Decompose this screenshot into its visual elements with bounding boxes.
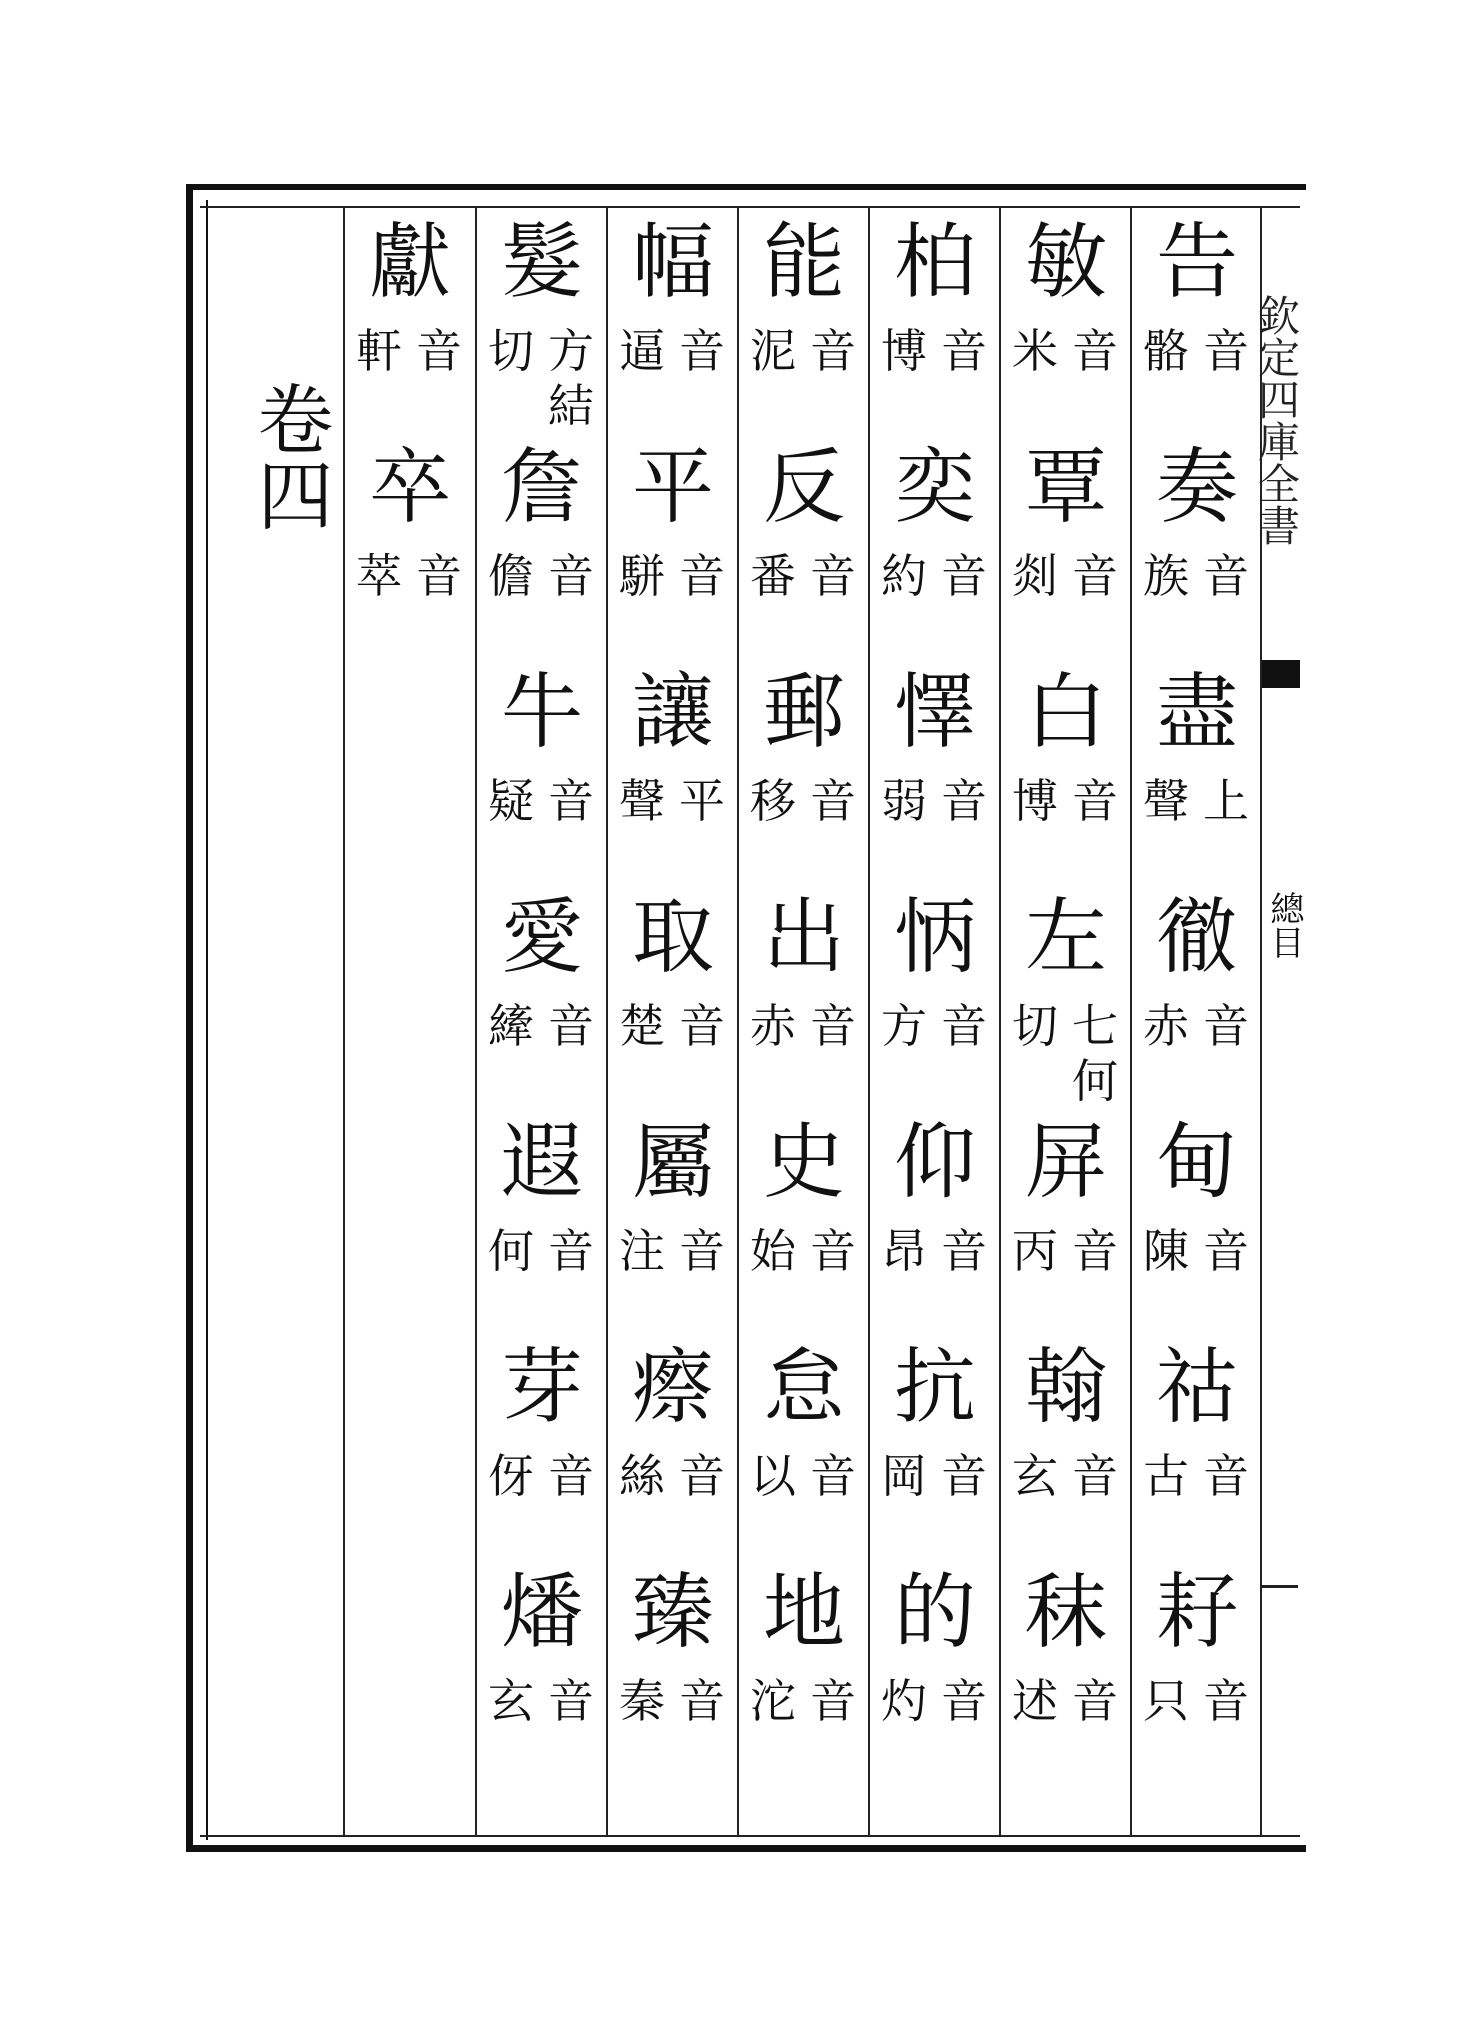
gloss-left: 玄: [1012, 1449, 1058, 1503]
head-character: 燔: [500, 1565, 583, 1660]
glossed-character: [477, 890, 607, 1110]
head-character: 懌: [893, 665, 976, 760]
gloss-left: 古: [1143, 1449, 1189, 1503]
gloss-right: 音: [416, 324, 462, 378]
head-character: 秣: [1024, 1565, 1107, 1660]
gloss-right: 音: [810, 1449, 856, 1503]
gloss-left: 赤: [750, 999, 796, 1053]
gloss-left: 約: [881, 549, 927, 603]
gloss-right: 音: [416, 549, 462, 603]
gloss-left: 方: [881, 999, 927, 1053]
text-column: [1001, 215, 1131, 1835]
gloss-left: 何: [488, 1224, 534, 1278]
margin-section: 總目: [1264, 891, 1304, 959]
gloss-right: 音: [941, 549, 987, 603]
head-character: 盡: [1155, 665, 1238, 760]
glossed-character: [1132, 1340, 1262, 1560]
glossed-character: [608, 1115, 738, 1335]
gloss-right: 音: [810, 1224, 856, 1278]
glossed-character: [1132, 1565, 1262, 1785]
head-character: 翰: [1024, 1340, 1107, 1435]
head-character: 怠: [762, 1340, 845, 1435]
head-character: 仰: [893, 1115, 976, 1210]
gloss-left: 岡: [881, 1449, 927, 1503]
text-column: [739, 215, 869, 1835]
gloss-left: 博: [1012, 774, 1058, 828]
head-character: 屬: [631, 1115, 714, 1210]
gloss-left: 絲: [619, 1449, 665, 1503]
glossed-character: [477, 1565, 607, 1785]
gloss-right: 音: [548, 1224, 594, 1278]
head-character: 遐: [500, 1115, 583, 1210]
head-character: 敏: [1024, 215, 1107, 310]
gloss-right: 音: [679, 999, 725, 1053]
gloss-right: 音: [548, 1449, 594, 1503]
head-character: 地: [762, 1565, 845, 1660]
gloss-right: 音: [679, 1224, 725, 1278]
head-character: 覃: [1024, 440, 1107, 535]
glossed-character: [1132, 890, 1262, 1110]
head-character: 牛: [500, 665, 583, 760]
gloss-right: 上: [1203, 774, 1249, 828]
head-character: 愛: [500, 890, 583, 985]
gloss-right: 音: [679, 1449, 725, 1503]
head-character: 髮: [500, 215, 583, 310]
gloss-left: 灼: [881, 1674, 927, 1728]
gloss-left: 聲: [1143, 774, 1189, 828]
gloss-left: 軒: [356, 324, 402, 378]
glossed-character: [739, 215, 869, 435]
glossed-character: [739, 665, 869, 885]
gloss-left: 注: [619, 1224, 665, 1278]
glossed-character: [477, 1115, 607, 1335]
head-character: 瘵: [631, 1340, 714, 1435]
gloss-right: 音: [810, 774, 856, 828]
head-character: 白: [1024, 665, 1107, 760]
frame-top-line: [200, 206, 1300, 208]
head-character: 奏: [1155, 440, 1238, 535]
glossed-character: [1001, 440, 1131, 660]
glossed-character: [1132, 215, 1262, 435]
gloss-right: 音: [679, 549, 725, 603]
glossed-character: [1001, 665, 1131, 885]
gloss-left: 伢: [488, 1449, 534, 1503]
gloss-left: 骼: [1143, 324, 1189, 378]
gloss-right: 音: [1072, 324, 1118, 378]
gloss-right: 音: [548, 774, 594, 828]
head-character: 抗: [893, 1340, 976, 1435]
margin-title: 欽定四庫全書: [1252, 294, 1301, 546]
glossed-character: [870, 215, 1000, 435]
head-character: 平: [631, 440, 714, 535]
gloss-right: 音: [1072, 1224, 1118, 1278]
glossed-character: [1001, 1340, 1131, 1560]
glossed-character: [1001, 890, 1131, 1110]
glossed-character: [608, 890, 738, 1110]
glossed-character: [870, 665, 1000, 885]
glossed-character: [1132, 440, 1262, 660]
head-character: 卒: [368, 440, 451, 535]
glossed-character: [1001, 1115, 1131, 1335]
head-character: 出: [762, 890, 845, 985]
gloss-left: 縴: [488, 999, 534, 1053]
gloss-right: 音: [1072, 774, 1118, 828]
gloss-right: 音: [941, 999, 987, 1053]
gloss-right: 音: [941, 1449, 987, 1503]
head-character: 臻: [631, 1565, 714, 1660]
head-character: 奕: [893, 440, 976, 535]
text-column: [870, 215, 1000, 1835]
head-character: 徹: [1155, 890, 1238, 985]
frame-inner-line: [206, 200, 208, 1840]
glossed-character: [870, 1340, 1000, 1560]
glossed-character: [739, 890, 869, 1110]
head-character: 的: [893, 1565, 976, 1660]
gloss-extra: 何: [1072, 1054, 1118, 1108]
gloss-right: 音: [941, 1674, 987, 1728]
gloss-left: 駢: [619, 549, 665, 603]
head-character: 甸: [1155, 1115, 1238, 1210]
gloss-left: 番: [750, 549, 796, 603]
gloss-left: 陳: [1143, 1224, 1189, 1278]
gloss-right: 音: [679, 324, 725, 378]
glossed-character: [739, 1565, 869, 1785]
gloss-right: 音: [1203, 1224, 1249, 1278]
gloss-left: 儋: [488, 549, 534, 603]
gloss-left: 楚: [619, 999, 665, 1053]
glossed-character: [345, 215, 475, 435]
head-character: 屏: [1024, 1115, 1107, 1210]
gloss-right: 音: [679, 1674, 725, 1728]
gloss-left: 切: [1012, 999, 1058, 1053]
gloss-right: 音: [1203, 1449, 1249, 1503]
glossed-character: [477, 440, 607, 660]
glossed-character: [1001, 215, 1131, 435]
gloss-left: 始: [750, 1224, 796, 1278]
gloss-left: 萃: [356, 549, 402, 603]
gloss-left: 疑: [488, 774, 534, 828]
glossed-character: [477, 215, 607, 435]
gloss-right: 音: [1203, 1674, 1249, 1728]
glossed-character: [1001, 1565, 1131, 1785]
gloss-left: 只: [1143, 1674, 1189, 1728]
gloss-right: 音: [548, 549, 594, 603]
head-character: 獻: [368, 215, 451, 310]
gloss-left: 丙: [1012, 1224, 1058, 1278]
head-character: 郵: [762, 665, 845, 760]
head-character: 能: [762, 215, 845, 310]
head-character: 告: [1155, 215, 1238, 310]
head-character: 讓: [631, 665, 714, 760]
gloss-right: 音: [941, 324, 987, 378]
head-character: 取: [631, 890, 714, 985]
glossed-character: [608, 440, 738, 660]
gloss-right: 音: [1072, 1449, 1118, 1503]
gloss-left: 述: [1012, 1674, 1058, 1728]
gloss-left: 昂: [881, 1224, 927, 1278]
glossed-character: [739, 440, 869, 660]
glossed-character: [608, 1565, 738, 1785]
gloss-right: 音: [810, 549, 856, 603]
gloss-left: 剡: [1012, 549, 1058, 603]
head-character: 怲: [893, 890, 976, 985]
margin-rule: [1262, 1585, 1298, 1588]
glossed-character: [739, 1115, 869, 1335]
head-character: 反: [762, 440, 845, 535]
glossed-character: [1132, 665, 1262, 885]
glossed-character: [345, 440, 475, 660]
head-character: 詹: [500, 440, 583, 535]
head-character: 祜: [1155, 1340, 1238, 1435]
gloss-left: 弱: [881, 774, 927, 828]
gloss-left: 以: [750, 1449, 796, 1503]
glossed-character: [477, 665, 607, 885]
glossed-character: [608, 665, 738, 885]
margin-fishtail-mark: [1262, 660, 1300, 688]
text-column: [608, 215, 738, 1835]
gloss-left: 逼: [619, 324, 665, 378]
gloss-left: 聲: [619, 774, 665, 828]
gloss-right: 方: [548, 324, 594, 378]
gloss-left: 移: [750, 774, 796, 828]
glossed-character: [1132, 1115, 1262, 1335]
gloss-left: 族: [1143, 549, 1189, 603]
gloss-left: 博: [881, 324, 927, 378]
text-column: [1132, 215, 1262, 1835]
gloss-left: 米: [1012, 324, 1058, 378]
gloss-right: 音: [1072, 1674, 1118, 1728]
gloss-right: 音: [810, 324, 856, 378]
gloss-right: 音: [810, 999, 856, 1053]
gloss-right: 音: [1203, 324, 1249, 378]
head-character: 幅: [631, 215, 714, 310]
gloss-right: 音: [941, 1224, 987, 1278]
gloss-left: 玄: [488, 1674, 534, 1728]
head-character: 耔: [1155, 1565, 1238, 1660]
head-character: 芽: [500, 1340, 583, 1435]
gloss-left: 秦: [619, 1674, 665, 1728]
gloss-right: 音: [810, 1674, 856, 1728]
gloss-right: 平: [679, 774, 725, 828]
gloss-right: 七: [1072, 999, 1118, 1053]
glossed-character: [477, 1340, 607, 1560]
head-character: 左: [1024, 890, 1107, 985]
volume-label: 卷四: [245, 380, 334, 532]
gloss-right: 音: [548, 999, 594, 1053]
gloss-left: 沱: [750, 1674, 796, 1728]
glossed-character: [870, 1565, 1000, 1785]
head-character: 史: [762, 1115, 845, 1210]
glossed-character: [870, 1115, 1000, 1335]
glossed-character: [608, 215, 738, 435]
glossed-character: [739, 1340, 869, 1560]
gloss-extra: 結: [548, 379, 594, 433]
glossed-character: [608, 1340, 738, 1560]
gloss-right: 音: [1072, 549, 1118, 603]
gloss-right: 音: [548, 1674, 594, 1728]
text-column: [345, 215, 475, 1835]
glossed-character: [870, 440, 1000, 660]
text-column: [477, 215, 607, 1835]
glossed-character: [870, 890, 1000, 1110]
gloss-right: 音: [1203, 999, 1249, 1053]
gloss-left: 切: [488, 324, 534, 378]
gloss-right: 音: [1203, 549, 1249, 603]
frame-bottom-line: [200, 1835, 1300, 1837]
gloss-left: 泥: [750, 324, 796, 378]
gloss-right: 音: [941, 774, 987, 828]
head-character: 柏: [893, 215, 976, 310]
gloss-left: 赤: [1143, 999, 1189, 1053]
